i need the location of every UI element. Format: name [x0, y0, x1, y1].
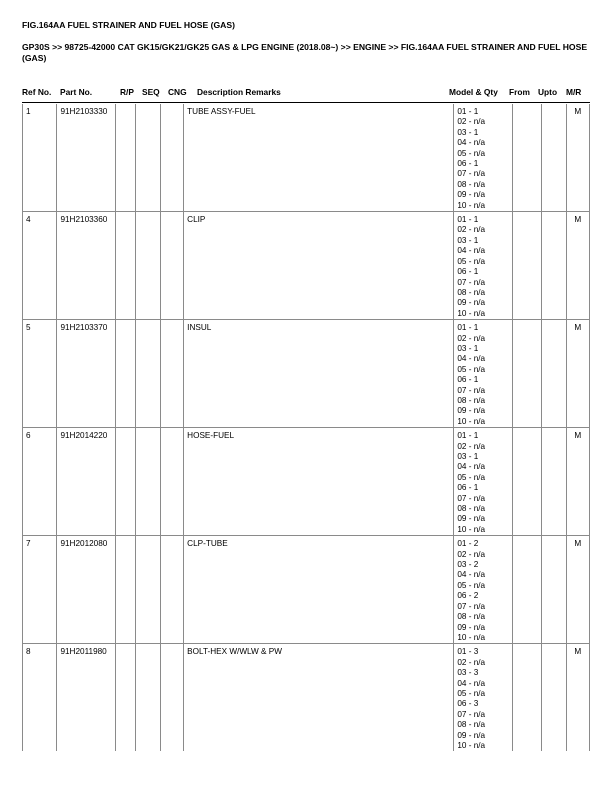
description-cell: BOLT-HEX W/WLW & PW [184, 644, 454, 752]
model-qty-line: 04 - n/a [457, 678, 486, 688]
model-qty-line: 05 - n/a [457, 256, 486, 266]
table-row [23, 320, 590, 428]
model-qty-cell [454, 536, 513, 644]
rp-cell [116, 428, 136, 536]
model-qty-cell [454, 320, 513, 428]
model-qty-line: 02 - n/a [457, 441, 486, 451]
upto-cell [542, 320, 566, 428]
model-qty-line: 08 - n/a [457, 612, 486, 622]
model-qty-line: 02 - n/a [457, 333, 486, 343]
upto-cell [542, 536, 566, 644]
model-qty-line: 06 - 2 [457, 591, 479, 601]
header-cng: CNG [168, 87, 187, 97]
upto-cell [542, 644, 566, 752]
rp-cell [116, 536, 136, 644]
header-part: Part No. [60, 87, 93, 97]
model-qty-line: 06 - 1 [457, 375, 479, 385]
model-qty-line: 06 - 3 [457, 699, 479, 709]
cng-cell [160, 212, 183, 320]
model-qty-line: 09 - n/a [457, 622, 486, 632]
part-no-cell: 91H2011980 [57, 644, 116, 752]
model-qty-line: 08 - n/a [457, 395, 486, 405]
mr-cell: M [566, 212, 589, 320]
description-cell: CLP-TUBE [184, 536, 454, 644]
ref-cell: 8 [23, 644, 57, 752]
model-qty-line: 09 - n/a [457, 730, 486, 740]
model-qty-line: 06 - 1 [457, 483, 479, 493]
model-qty-line: 09 - n/a [457, 514, 486, 524]
model-qty-line: 01 - 1 [457, 323, 479, 333]
model-qty-line: 05 - n/a [457, 580, 486, 590]
model-qty-line: 10 - n/a [457, 308, 486, 318]
mr-cell: M [566, 320, 589, 428]
header-divider [22, 102, 590, 103]
model-qty-line: 07 - n/a [457, 709, 486, 719]
ref-cell: 7 [23, 536, 57, 644]
model-qty-line: 03 - 3 [457, 668, 479, 678]
model-qty-line: 08 - n/a [457, 179, 486, 189]
seq-cell [136, 104, 160, 212]
model-qty-line: 02 - n/a [457, 657, 486, 667]
header-rp: R/P [120, 87, 134, 97]
rp-cell [116, 212, 136, 320]
model-qty-line: 02 - n/a [457, 117, 486, 127]
table-row [23, 644, 590, 752]
table-row [23, 212, 590, 320]
model-qty-line: 10 - n/a [457, 200, 486, 210]
description-cell: HOSE-FUEL [184, 428, 454, 536]
part-no-cell: 91H2103330 [57, 104, 116, 212]
header-ref: Ref No. [22, 87, 52, 97]
model-qty-line: 08 - n/a [457, 504, 486, 514]
header-mr: M/R [566, 87, 582, 97]
model-qty-line: 07 - n/a [457, 277, 486, 287]
breadcrumb: GP30S >> 98725-42000 CAT GK15/GK21/GK25 GAS & LPG ENGINE (2018.08~) >> ENGINE >> FIG.164AA FUEL STRAINER AND FUEL HOSE (GAS) [22, 42, 588, 63]
seq-cell [136, 320, 160, 428]
ref-cell: 6 [23, 428, 57, 536]
model-qty-line: 03 - 1 [457, 452, 479, 461]
model-qty-line: 03 - 1 [457, 127, 479, 137]
from-cell [513, 104, 542, 212]
model-qty-line: 10 - n/a [457, 740, 486, 750]
model-qty-line: 07 - n/a [457, 601, 486, 611]
model-qty-cell [454, 104, 513, 212]
ref-cell: 5 [23, 320, 57, 428]
table-header [0, 87, 612, 99]
part-no-cell: 91H2103370 [57, 320, 116, 428]
model-qty-line: 10 - n/a [457, 524, 486, 534]
from-cell [513, 536, 542, 644]
model-qty-line: 02 - n/a [457, 225, 486, 235]
seq-cell [136, 212, 160, 320]
model-qty-line: 05 - n/a [457, 364, 486, 374]
figure-title: FIG.164AA FUEL STRAINER AND FUEL HOSE (GAS) [22, 20, 235, 30]
cng-cell [160, 104, 183, 212]
model-qty-line: 09 - n/a [457, 406, 486, 416]
rp-cell [116, 644, 136, 752]
from-cell [513, 212, 542, 320]
model-qty-line: 03 - 1 [457, 343, 479, 353]
model-qty-line: 01 - 1 [457, 431, 479, 441]
seq-cell [136, 644, 160, 752]
model-qty-line: 04 - n/a [457, 462, 486, 472]
from-cell [513, 644, 542, 752]
model-qty-line: 09 - n/a [457, 190, 486, 200]
model-qty-line: 05 - n/a [457, 688, 486, 698]
model-qty-line: 10 - n/a [457, 632, 486, 642]
cng-cell [160, 536, 183, 644]
header-from: From [509, 87, 530, 97]
rp-cell [116, 104, 136, 212]
rp-cell [116, 320, 136, 428]
model-qty-line: 04 - n/a [457, 246, 486, 256]
model-qty-line: 06 - 1 [457, 159, 479, 169]
part-no-cell: 91H2103360 [57, 212, 116, 320]
upto-cell [542, 212, 566, 320]
mr-cell: M [566, 644, 589, 752]
mr-cell: M [566, 428, 589, 536]
parts-table [22, 104, 590, 751]
cng-cell [160, 644, 183, 752]
model-qty-line: 09 - n/a [457, 298, 486, 308]
model-qty-line: 07 - n/a [457, 385, 486, 395]
mr-cell: M [566, 536, 589, 644]
model-qty-line: 04 - n/a [457, 354, 486, 364]
description-cell: TUBE ASSY-FUEL [184, 104, 454, 212]
model-qty-line: 04 - n/a [457, 570, 486, 580]
description-cell: CLIP [184, 212, 454, 320]
part-no-cell: 91H2014220 [57, 428, 116, 536]
table-row [23, 428, 590, 536]
model-qty-line: 01 - 3 [457, 647, 479, 657]
seq-cell [136, 536, 160, 644]
model-qty-cell [454, 644, 513, 752]
cng-cell [160, 428, 183, 536]
header-desc: Description Remarks [197, 87, 281, 97]
model-qty-line: 08 - n/a [457, 287, 486, 297]
table-row [23, 536, 590, 644]
upto-cell [542, 428, 566, 536]
model-qty-line: 05 - n/a [457, 472, 486, 482]
model-qty-line: 06 - 1 [457, 267, 479, 277]
upto-cell [542, 104, 566, 212]
model-qty-line: 07 - n/a [457, 493, 486, 503]
ref-cell: 1 [23, 104, 57, 212]
header-seq: SEQ [142, 87, 160, 97]
model-qty-line: 04 - n/a [457, 138, 486, 148]
model-qty-line: 02 - n/a [457, 549, 486, 559]
header-model-qty: Model & Qty [449, 87, 498, 97]
model-qty-line: 01 - 1 [457, 107, 479, 116]
model-qty-line: 05 - n/a [457, 148, 486, 158]
model-qty-line: 01 - 2 [457, 539, 479, 549]
model-qty-cell [454, 212, 513, 320]
header-upto: Upto [538, 87, 558, 97]
model-qty-line: 03 - 2 [457, 560, 479, 570]
model-qty-line: 10 - n/a [457, 416, 486, 426]
model-qty-line: 03 - 1 [457, 235, 479, 245]
from-cell [513, 320, 542, 428]
cng-cell [160, 320, 183, 428]
description-cell: INSUL [184, 320, 454, 428]
from-cell [513, 428, 542, 536]
table-row [23, 104, 590, 212]
seq-cell [136, 428, 160, 536]
ref-cell: 4 [23, 212, 57, 320]
model-qty-line: 07 - n/a [457, 169, 486, 179]
model-qty-line: 08 - n/a [457, 720, 486, 730]
mr-cell: M [566, 104, 589, 212]
model-qty-cell [454, 428, 513, 536]
part-no-cell: 91H2012080 [57, 536, 116, 644]
model-qty-line: 01 - 1 [457, 215, 479, 225]
